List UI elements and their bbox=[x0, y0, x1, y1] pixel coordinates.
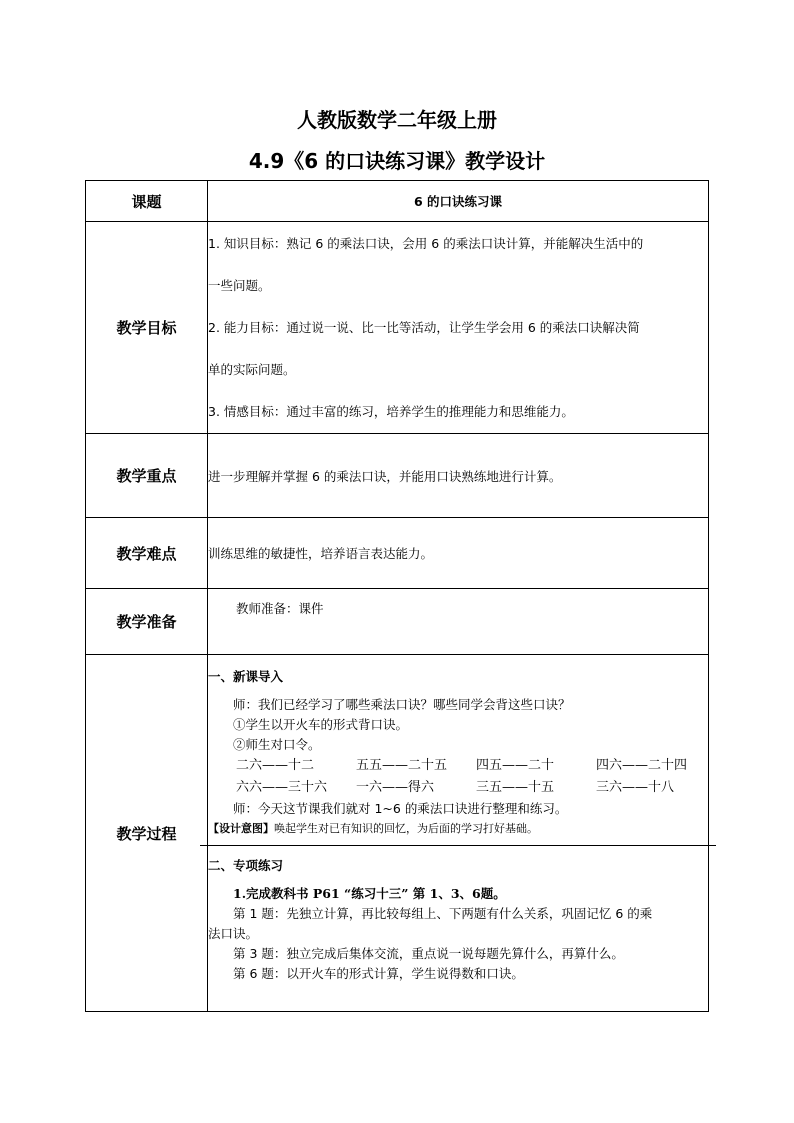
row-key-points bbox=[86, 434, 709, 518]
row-objectives bbox=[86, 222, 709, 434]
document-subtitle: 4.9《6 的口诀练习课》教学设计 bbox=[248, 149, 546, 173]
objective-line: 3. 情感目标：通过丰富的练习，培养学生的推理能力和思维能力。 bbox=[208, 403, 574, 419]
label-key-points: 教学重点 bbox=[86, 434, 208, 518]
chant-item: 三五——十五 bbox=[476, 780, 555, 795]
label-difficulties: 教学难点 bbox=[86, 518, 208, 589]
chant-item: 二六——十二 bbox=[236, 758, 315, 773]
preparation-value: 教师准备：课件 bbox=[208, 589, 709, 655]
row-process bbox=[86, 655, 709, 1012]
document-title: 人教版数学二年级上册 bbox=[297, 108, 497, 132]
chant-item: 四六——二十四 bbox=[596, 758, 688, 773]
exercise-line: 第 6 题：以开火车的形式计算，学生说得数和口诀。 bbox=[233, 966, 524, 981]
chant-item: 一六——得六 bbox=[356, 780, 435, 795]
divider bbox=[200, 845, 716, 846]
chant-grid bbox=[208, 755, 708, 799]
label-topic: 课题 bbox=[86, 181, 208, 222]
row-preparation bbox=[86, 589, 709, 655]
chant-item: 六六——三十六 bbox=[236, 780, 328, 795]
process-content bbox=[208, 655, 709, 1012]
label-objectives: 教学目标 bbox=[86, 222, 208, 434]
design-intent-label: 【设计意图】 bbox=[208, 822, 274, 835]
topic-value: 6 的口诀练习课 bbox=[208, 181, 709, 222]
exercise-line: 第 1 题：先独立计算，再比较每组上、下两题有什么关系，巩固记忆 6 的乘 bbox=[233, 906, 653, 921]
row-topic bbox=[86, 181, 709, 222]
label-process: 教学过程 bbox=[86, 655, 208, 1012]
difficulties-value: 训练思维的敏捷性，培养语言表达能力。 bbox=[208, 518, 709, 589]
row-difficulties bbox=[86, 518, 709, 589]
chant-item: 三六——十八 bbox=[596, 780, 675, 795]
chant-item: 五五——二十五 bbox=[356, 758, 448, 773]
exercise-title: 1.完成教科书 P61 “练习十三” 第 1、3、6题。 bbox=[233, 886, 506, 901]
process-line: 师：今天这节课我们就对 1~6 的乘法口诀进行整理和练习。 bbox=[233, 801, 568, 816]
key-points-value: 进一步理解并掌握 6 的乘法口诀，并能用口诀熟练地进行计算。 bbox=[208, 434, 709, 518]
chant-item: 四五——二十 bbox=[476, 758, 555, 773]
objective-line: 一些问题。 bbox=[208, 277, 271, 293]
section-title: 一、新课导入 bbox=[208, 669, 284, 684]
process-line: ②师生对口令。 bbox=[233, 737, 321, 752]
lesson-plan-table bbox=[85, 180, 709, 1012]
label-preparation: 教学准备 bbox=[86, 589, 208, 655]
objective-line: 2. 能力目标：通过说一说、比一比等活动，让学生学会用 6 的乘法口诀解决简 bbox=[208, 319, 640, 335]
objectives-content bbox=[208, 222, 709, 434]
process-line: ①学生以开火车的形式背口诀。 bbox=[233, 717, 409, 732]
exercise-line: 法口诀。 bbox=[208, 926, 259, 941]
process-line: 师：我们已经学习了哪些乘法口诀？哪些同学会背这些口诀？ bbox=[233, 697, 571, 712]
exercise-line: 第 3 题：独立完成后集体交流，重点说一说每题先算什么，再算什么。 bbox=[233, 946, 624, 961]
design-intent-text: 唤起学生对已有知识的回忆，为后面的学习打好基础。 bbox=[274, 822, 538, 835]
objective-line: 单的实际问题。 bbox=[208, 361, 296, 377]
objective-line: 1. 知识目标：熟记 6 的乘法口诀，会用 6 的乘法口诀计算，并能解决生活中的 bbox=[208, 235, 644, 251]
design-intent bbox=[208, 819, 708, 839]
section-title: 二、专项练习 bbox=[208, 858, 284, 873]
